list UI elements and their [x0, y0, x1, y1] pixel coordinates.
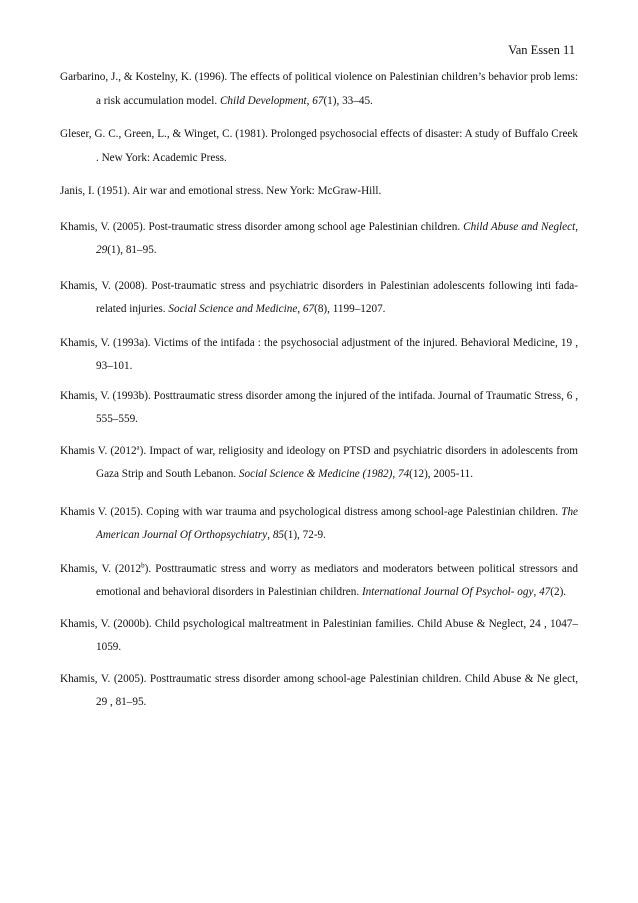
reference-separator: , [297, 303, 303, 315]
reference-superscript: a [136, 442, 140, 451]
reference-journal: International Journal Of Psychol- ogy [361, 586, 534, 598]
reference-text: Khamis, V. (1993b). Posttraumatic stress disorder among the injured of the intifada. Journal of Traumatic Stress, 6 , 555–559. [60, 389, 578, 425]
reference-issue-pages: (1), 81–95. [107, 244, 157, 256]
reference-text: Khamis, V. (2000b). Child psychological maltreatment in Palestinian families. Child Abuse & Neglect, 24 , 1047–1059. [60, 617, 578, 653]
reference-journal: Social Science & Medicine (1982) [238, 468, 393, 480]
running-head: Van Essen 11 [508, 43, 575, 57]
reference-separator: , [575, 220, 578, 233]
reference-issue-pages: (12), 2005-11. [409, 468, 474, 480]
reference-entry [60, 275, 578, 322]
reference-entry [60, 668, 578, 715]
reference-list [60, 66, 578, 715]
reference-text: ). Posttraumatic stress and worry as mediators and moderators between political stressors and emotional and behavioral disorders in Palestinian children. [96, 562, 578, 598]
reference-text: Janis, I. (1951). Air war and emotional stress. New York: McGraw-Hill. [60, 185, 382, 197]
reference-volume: 67 [302, 303, 315, 315]
reference-text: Khamis V. (2015). Coping with war trauma and psychological distress among school-age Palestinian children. [60, 505, 562, 518]
reference-entry [60, 216, 578, 263]
reference-entry [60, 66, 578, 113]
reference-superscript: b [141, 560, 145, 569]
reference-text: Khamis, V. (2008). Post-traumatic stress and psychiatric disorders in Palestinian adolescents following inti fada-related injuries. [60, 279, 578, 315]
reference-entry [60, 180, 578, 204]
reference-separator: , [306, 94, 313, 107]
reference-journal: The American Journal Of Orthopsychiatry [96, 505, 578, 541]
reference-volume: 74 [397, 468, 410, 480]
reference-entry [60, 385, 578, 432]
reference-text: Gleser, G. C., Green, L., & Winget, C. (1981). Prolonged psychosocial effects of disaster: A study of Buffalo Creek . New York: Academic Press. [60, 128, 578, 164]
reference-text: Khamis, V. (2012 [60, 562, 142, 575]
reference-volume: 67 [312, 94, 324, 107]
reference-entry [60, 613, 578, 660]
reference-journal: Child Development [219, 94, 307, 107]
reference-entry [60, 440, 578, 487]
reference-issue-pages: (1), 33–45. [323, 94, 373, 107]
reference-entry [60, 558, 578, 605]
reference-separator: , [533, 586, 540, 598]
reference-volume: 85 [272, 529, 284, 541]
reference-journal: Child Abuse and Neglect [463, 220, 576, 233]
reference-issue-pages: (8), 1199–1207. [314, 303, 386, 315]
reference-separator: , [392, 468, 398, 480]
reference-separator: , [267, 529, 273, 541]
reference-text: Khamis V. (2012 [60, 444, 137, 457]
reference-entry [60, 332, 578, 379]
reference-journal: Social Science and Medicine [168, 303, 298, 315]
reference-volume: 47 [539, 586, 551, 598]
reference-text: Khamis, V. (1993a). Victims of the intifada : the psychosocial adjustment of the injured. Behavioral Medicine, 19 , 93–101. [60, 336, 578, 372]
reference-text: Khamis, V. (2005). Post-traumatic stress disorder among school age Palestinian children. [60, 220, 464, 233]
reference-entry [60, 123, 578, 170]
reference-text: Garbarino, J., & Kostelny, K. (1996). The effects of political violence on Palestinian children’s behavior prob lems: a risk accumulation model. [60, 71, 578, 107]
reference-issue-pages: (1), 72-9. [284, 529, 326, 541]
reference-text: ). Impact of war, religiosity and ideology on PTSD and psychiatric disorders in adolescents from Gaza Strip and South Lebanon. [96, 444, 578, 480]
reference-entry [60, 501, 578, 548]
reference-issue-pages: (2). [550, 586, 567, 598]
reference-volume: 29 [96, 244, 108, 256]
reference-text: Khamis, V. (2005). Posttraumatic stress disorder among school-age Palestinian children. Child Abuse & Ne glect, 29 , 81–95. [60, 672, 578, 708]
